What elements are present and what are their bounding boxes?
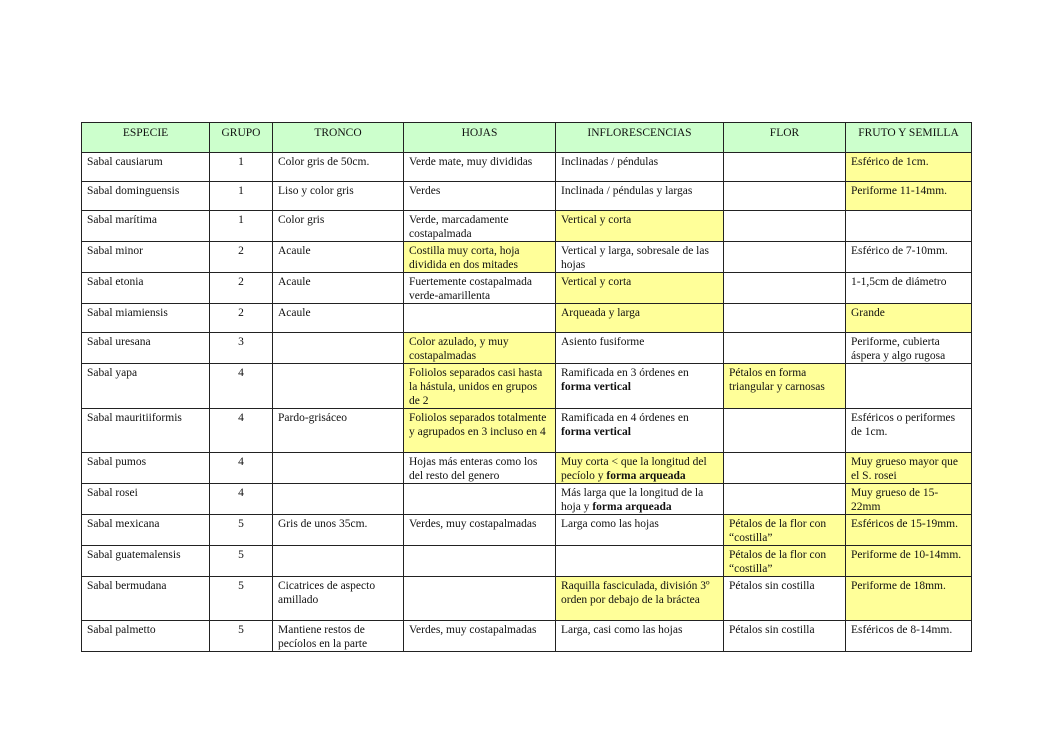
cell-grupo: 5: [210, 546, 273, 577]
cell-flor: [724, 182, 846, 211]
cell-grupo: 5: [210, 621, 273, 652]
table-row: [82, 273, 972, 304]
cell-hojas: Costilla muy corta, hoja dividida en dos mitades: [404, 242, 556, 273]
cell-grupo: 1: [210, 153, 273, 182]
cell-hojas: Fuertemente costapalmada verde-amarillenta: [404, 273, 556, 304]
cell-inflorescencias: Larga, casi como las hojas: [556, 621, 724, 652]
cell-especie: Sabal mauritiiformis: [82, 409, 210, 453]
cell-especie: Sabal etonia: [82, 273, 210, 304]
cell-fruto-y-semilla: [846, 211, 972, 242]
cell-inflorescencias: Asiento fusiforme: [556, 333, 724, 364]
cell-inflorescencias: [556, 546, 724, 577]
cell-tronco: Mantiene restos de pecíolos en la parte: [273, 621, 404, 652]
cell-especie: Sabal pumos: [82, 453, 210, 484]
cell-flor: Pétalos sin costilla: [724, 577, 846, 621]
cell-hojas: Verdes, muy costapalmadas: [404, 621, 556, 652]
cell-flor: Pétalos en forma triangular y carnosas: [724, 364, 846, 409]
cell-grupo: 4: [210, 453, 273, 484]
cell-flor: [724, 484, 846, 515]
cell-inflorescencias: Vertical y corta: [556, 211, 724, 242]
cell-grupo: 4: [210, 409, 273, 453]
table-row: [82, 153, 972, 182]
cell-fruto-y-semilla: Esféricos de 8-14mm.: [846, 621, 972, 652]
cell-especie: Sabal rosei: [82, 484, 210, 515]
cell-tronco: [273, 484, 404, 515]
cell-tronco: Cicatrices de aspecto amillado: [273, 577, 404, 621]
cell-text: Muy corta < que la longitud del pecíolo y: [561, 456, 707, 482]
cell-hojas: Verde, marcadamente costapalmada: [404, 211, 556, 242]
cell-hojas: Verdes: [404, 182, 556, 211]
cell-inflorescencias: Inclinadas / péndulas: [556, 153, 724, 182]
table-row: [82, 333, 972, 364]
cell-fruto-y-semilla: Esférico de 7-10mm.: [846, 242, 972, 273]
species-table: [81, 122, 972, 652]
cell-hojas: [404, 304, 556, 333]
cell-flor: [724, 273, 846, 304]
cell-grupo: 2: [210, 242, 273, 273]
cell-grupo: 5: [210, 577, 273, 621]
table-row: [82, 211, 972, 242]
cell-especie: Sabal uresana: [82, 333, 210, 364]
cell-inflorescencias: [556, 484, 724, 515]
cell-tronco: Acaule: [273, 242, 404, 273]
cell-inflorescencias: Inclinada / péndulas y largas: [556, 182, 724, 211]
cell-grupo: 2: [210, 273, 273, 304]
cell-bold-text: forma vertical: [561, 426, 631, 438]
header-inflorescencias: INFLORESCENCIAS: [556, 123, 724, 153]
cell-especie: Sabal marítima: [82, 211, 210, 242]
cell-bold-text: forma vertical: [561, 381, 631, 393]
cell-fruto-y-semilla: [846, 364, 972, 409]
cell-tronco: Acaule: [273, 273, 404, 304]
cell-inflorescencias: [556, 453, 724, 484]
cell-especie: Sabal palmetto: [82, 621, 210, 652]
header-row: [82, 123, 972, 153]
table-row: [82, 546, 972, 577]
cell-tronco: Color gris: [273, 211, 404, 242]
cell-flor: Pétalos de la flor con “costilla”: [724, 515, 846, 546]
cell-flor: [724, 153, 846, 182]
header-especie: ESPECIE: [82, 123, 210, 153]
cell-flor: [724, 453, 846, 484]
cell-especie: Sabal guatemalensis: [82, 546, 210, 577]
table-row: [82, 242, 972, 273]
cell-text: Más larga que la longitud de la hoja y: [561, 487, 704, 513]
cell-fruto-y-semilla: Periforme de 18mm.: [846, 577, 972, 621]
cell-grupo: 5: [210, 515, 273, 546]
cell-flor: [724, 242, 846, 273]
cell-inflorescencias: Vertical y larga, sobresale de las hojas: [556, 242, 724, 273]
cell-tronco: [273, 453, 404, 484]
cell-fruto-y-semilla: Muy grueso mayor que el S. rosei: [846, 453, 972, 484]
cell-fruto-y-semilla: 1-1,5cm de diámetro: [846, 273, 972, 304]
cell-text: Ramificada en 3 órdenes en: [561, 367, 689, 379]
cell-bold-text: forma arqueada: [592, 501, 672, 513]
cell-bold-text: forma arqueada: [606, 470, 686, 482]
cell-fruto-y-semilla: Grande: [846, 304, 972, 333]
cell-tronco: [273, 364, 404, 409]
cell-inflorescencias: [556, 409, 724, 453]
cell-hojas: [404, 546, 556, 577]
cell-fruto-y-semilla: Esféricos de 15-19mm.: [846, 515, 972, 546]
cell-grupo: 4: [210, 364, 273, 409]
cell-flor: Pétalos sin costilla: [724, 621, 846, 652]
cell-fruto-y-semilla: Periforme de 10-14mm.: [846, 546, 972, 577]
cell-inflorescencias: Vertical y corta: [556, 273, 724, 304]
cell-grupo: 1: [210, 182, 273, 211]
cell-fruto-y-semilla: Esféricos o periformes de 1cm.: [846, 409, 972, 453]
cell-inflorescencias: Raquilla fasciculada, división 3º orden por debajo de la bráctea: [556, 577, 724, 621]
cell-hojas: Foliolos separados totalmente y agrupados en 3 incluso en 4: [404, 409, 556, 453]
cell-especie: Sabal yapa: [82, 364, 210, 409]
cell-flor: [724, 333, 846, 364]
cell-especie: Sabal bermudana: [82, 577, 210, 621]
cell-grupo: 1: [210, 211, 273, 242]
cell-fruto-y-semilla: Muy grueso de 15-22mm: [846, 484, 972, 515]
cell-hojas: [404, 577, 556, 621]
cell-fruto-y-semilla: Esférico de 1cm.: [846, 153, 972, 182]
cell-hojas: Verdes, muy costapalmadas: [404, 515, 556, 546]
cell-especie: Sabal miamiensis: [82, 304, 210, 333]
table-row: [82, 182, 972, 211]
cell-tronco: Color gris de 50cm.: [273, 153, 404, 182]
cell-especie: Sabal dominguensis: [82, 182, 210, 211]
cell-hojas: Color azulado, y muy costapalmadas: [404, 333, 556, 364]
header-flor: FLOR: [724, 123, 846, 153]
cell-tronco: Acaule: [273, 304, 404, 333]
table-row: [82, 409, 972, 453]
cell-flor: [724, 211, 846, 242]
cell-hojas: Hojas más enteras como los del resto del genero: [404, 453, 556, 484]
cell-tronco: Liso y color gris: [273, 182, 404, 211]
table-row: [82, 621, 972, 652]
cell-fruto-y-semilla: Periforme, cubierta áspera y algo rugosa: [846, 333, 972, 364]
cell-inflorescencias: Larga como las hojas: [556, 515, 724, 546]
cell-grupo: 3: [210, 333, 273, 364]
cell-especie: Sabal causiarum: [82, 153, 210, 182]
cell-inflorescencias: [556, 364, 724, 409]
table-row: [82, 515, 972, 546]
table-row: [82, 304, 972, 333]
table-row: [82, 453, 972, 484]
cell-fruto-y-semilla: Periforme 11-14mm.: [846, 182, 972, 211]
cell-flor: [724, 304, 846, 333]
cell-hojas: Foliolos separados casi hasta la hástula, unidos en grupos de 2: [404, 364, 556, 409]
header-grupo: GRUPO: [210, 123, 273, 153]
cell-grupo: 4: [210, 484, 273, 515]
cell-hojas: Verde mate, muy divididas: [404, 153, 556, 182]
cell-hojas: [404, 484, 556, 515]
cell-grupo: 2: [210, 304, 273, 333]
header-tronco: TRONCO: [273, 123, 404, 153]
cell-tronco: Pardo-grisáceo: [273, 409, 404, 453]
cell-text: Ramificada en 4 órdenes en: [561, 412, 689, 424]
cell-flor: [724, 409, 846, 453]
header-fruto-y-semilla: FRUTO Y SEMILLA: [846, 123, 972, 153]
cell-especie: Sabal mexicana: [82, 515, 210, 546]
table-row: [82, 364, 972, 409]
cell-tronco: [273, 333, 404, 364]
table-row: [82, 577, 972, 621]
cell-tronco: Gris de unos 35cm.: [273, 515, 404, 546]
header-hojas: HOJAS: [404, 123, 556, 153]
cell-inflorescencias: Arqueada y larga: [556, 304, 724, 333]
cell-especie: Sabal minor: [82, 242, 210, 273]
cell-tronco: [273, 546, 404, 577]
cell-flor: Pétalos de la flor con “costilla”: [724, 546, 846, 577]
table-row: [82, 484, 972, 515]
